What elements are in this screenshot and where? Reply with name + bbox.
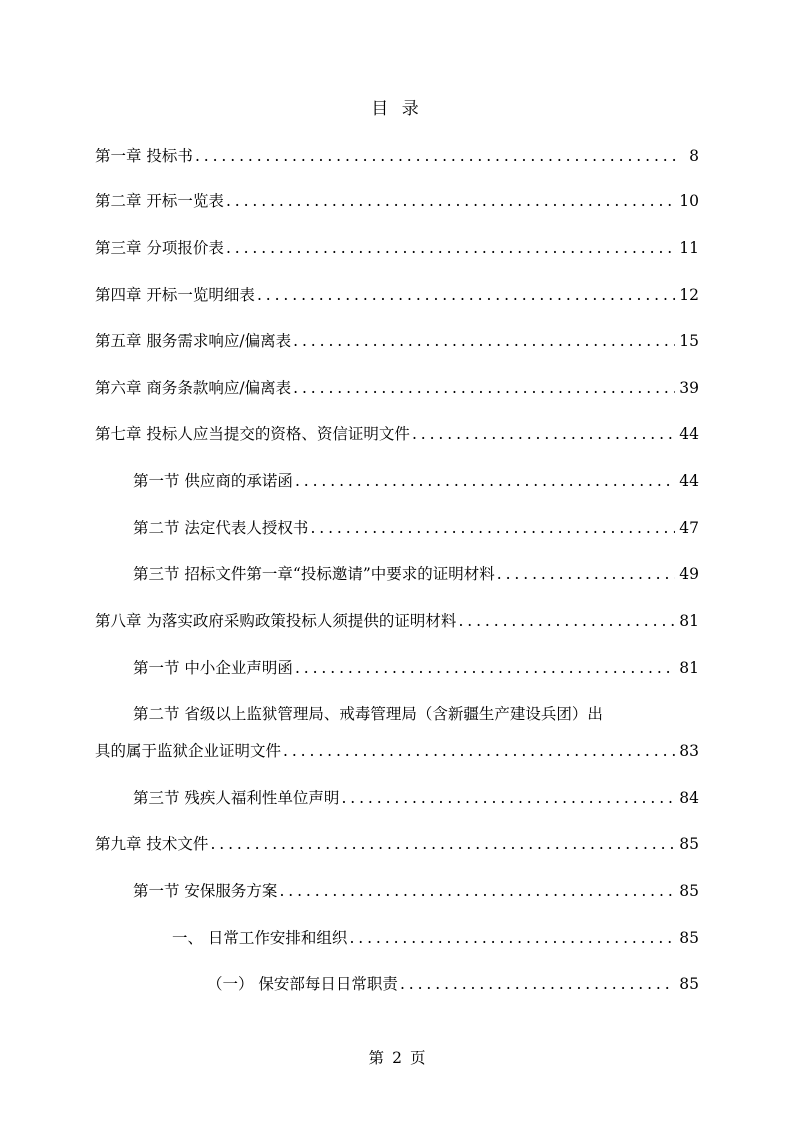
toc-entry-label: 第一节 安保服务方案 [133,882,278,900]
toc-entry-page: 85 [679,882,699,900]
toc-entry-section-7-2[interactable] [133,517,699,539]
toc-entry-page: 84 [679,789,699,807]
footer-page-number: 2 [392,1049,402,1067]
dot-leader [283,740,675,762]
toc-entry-label: 第五章 服务需求响应/偏离表 [95,332,292,350]
toc-entry-chapter-4[interactable] [95,284,699,306]
toc-entry-label: （一） 保安部每日日常职责 [207,975,398,993]
toc-entry-chapter-2[interactable] [95,190,699,212]
dot-leader [293,377,675,399]
toc-entry-label: 第二章 开标一览表 [95,192,224,210]
toc-title: 目 录 [371,99,423,119]
toc-entry-label: 第三节 招标文件第一章“投标邀请”中要求的证明材料 [133,565,495,583]
toc-entry-section-8-1[interactable] [133,657,699,679]
toc-entry-subsubsection-1[interactable] [207,973,699,995]
dot-leader [412,423,675,445]
toc-entry-page: 81 [679,659,699,677]
toc-entry-page: 39 [679,379,699,397]
toc-entry-page: 83 [679,742,699,760]
page-number-footer [0,1046,794,1068]
dot-leader [310,517,675,539]
toc-entry-page: 12 [679,286,699,304]
toc-entry-label: 第九章 技术文件 [95,835,209,853]
toc-entry-section-8-2[interactable] [95,703,699,762]
toc-entry-label: 第一节 供应商的承诺函 [133,472,293,490]
footer-prefix: 第 [368,1049,385,1067]
toc-entry-label: 具的属于监狱企业证明文件 [95,742,282,760]
toc-entry-label: 第六章 商务条款响应/偏离表 [95,379,292,397]
toc-entry-chapter-6[interactable] [95,377,699,399]
toc-entry-section-7-1[interactable] [133,470,699,492]
toc-entry-page: 85 [679,975,699,993]
toc-entry-page: 15 [679,332,699,350]
toc-entry-page: 11 [679,239,699,257]
toc-entry-chapter-1[interactable] [95,145,699,167]
toc-entry-subsection-1[interactable] [172,927,699,949]
toc-entry-page: 85 [679,929,699,947]
dot-leader [195,145,681,167]
dot-leader [497,563,675,585]
toc-entry-chapter-3[interactable] [95,237,699,259]
toc-entry-page: 44 [679,472,699,490]
dot-leader [458,610,675,632]
dot-leader [293,330,675,352]
toc-entry-label: 第七章 投标人应当提交的资格、资信证明文件 [95,425,410,443]
toc-entry-section-7-3[interactable] [133,563,699,585]
toc-entry-section-8-3[interactable] [133,787,699,809]
toc-entry-page: 49 [679,565,699,583]
toc-entry-page: 47 [679,519,699,537]
toc-entry-page: 81 [679,612,699,630]
dot-leader [226,190,675,212]
toc-entry-label: 第三章 分项报价表 [95,239,224,257]
toc-entry-chapter-8[interactable] [95,610,699,632]
dot-leader [400,973,675,995]
footer-suffix: 页 [409,1049,426,1067]
dot-leader [257,284,675,306]
dot-leader [295,657,675,679]
toc-entry-label: 第四章 开标一览明细表 [95,286,255,304]
toc-entry-chapter-7[interactable] [95,423,699,445]
dot-leader [295,470,675,492]
dot-leader [279,880,675,902]
toc-entry-label: 第八章 为落实政府采购政策投标人须提供的证明材料 [95,612,457,630]
toc-entry-page: 10 [679,192,699,210]
toc-entry-label: 第一章 投标书 [95,147,193,165]
dot-leader [341,787,675,809]
dot-leader [226,237,675,259]
toc-entry-chapter-9[interactable] [95,833,699,855]
toc-entry-chapter-5[interactable] [95,330,699,352]
toc-entry-label: 第二节 法定代表人授权书 [133,519,309,537]
toc-entry-page: 44 [679,425,699,443]
toc-entry-page: 8 [689,147,699,165]
toc-entry-label: 一、 日常工作安排和组织 [172,929,348,947]
dot-leader [210,833,675,855]
toc-entry-page: 85 [679,835,699,853]
toc-entry-label-first-line: 第二节 省级以上监狱管理局、戒毒管理局（含新疆生产建设兵团）出 [133,705,603,723]
dot-leader [349,927,675,949]
toc-entry-section-9-1[interactable] [133,880,699,902]
toc-entry-label: 第一节 中小企业声明函 [133,659,293,677]
toc-entry-label: 第三节 残疾人福利性单位声明 [133,789,340,807]
